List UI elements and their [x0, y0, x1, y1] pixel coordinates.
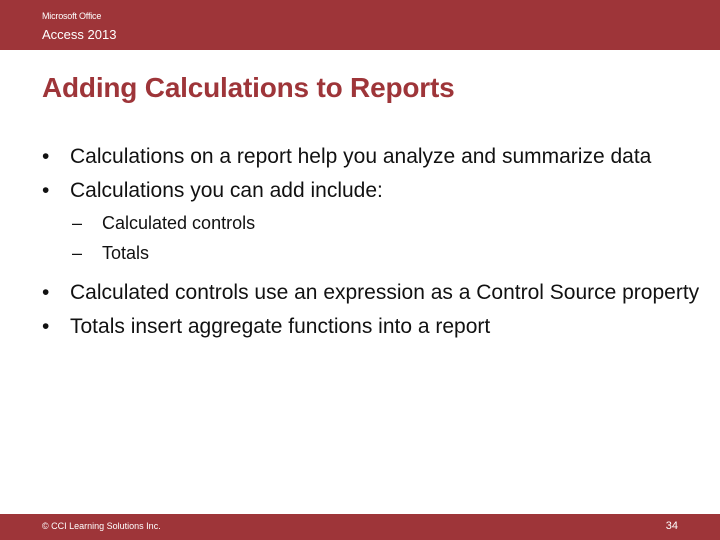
bullet-item	[42, 177, 702, 205]
bullet-dot-icon: •	[42, 315, 50, 338]
slide-footer-bar	[0, 514, 720, 540]
dash-icon: –	[72, 213, 83, 233]
brand-label: Microsoft Office	[42, 11, 102, 21]
page-number: 34	[665, 520, 678, 532]
sub-bullet-text: Calculated controls	[102, 213, 256, 233]
bullet-dot-icon: •	[42, 179, 50, 202]
bullet-text: Calculated controls use an expression as a Control Source property	[70, 281, 700, 304]
sub-bullet-list	[42, 209, 702, 267]
slide-title: Adding Calculations to Reports	[42, 72, 455, 103]
product-label: Access 2013	[42, 27, 117, 42]
sub-bullet-text: Totals	[102, 243, 150, 263]
bullet-text: Calculations on a report help you analyze and summarize data	[70, 145, 652, 168]
sub-bullet-item	[42, 239, 702, 267]
sub-bullet-item	[42, 209, 702, 237]
copyright-text: © CCI Learning Solutions Inc.	[42, 521, 161, 531]
bullet-text: Calculations you can add include:	[70, 179, 383, 202]
dash-icon: –	[72, 243, 83, 263]
bullet-text: Totals insert aggregate functions into a report	[70, 315, 491, 338]
bullet-item	[42, 313, 702, 341]
bullet-item	[42, 143, 702, 171]
bullet-list	[42, 143, 702, 347]
bullet-item	[42, 279, 702, 307]
bullet-dot-icon: •	[42, 281, 50, 304]
bullet-dot-icon: •	[42, 145, 50, 168]
slide-header-bar	[0, 0, 720, 50]
